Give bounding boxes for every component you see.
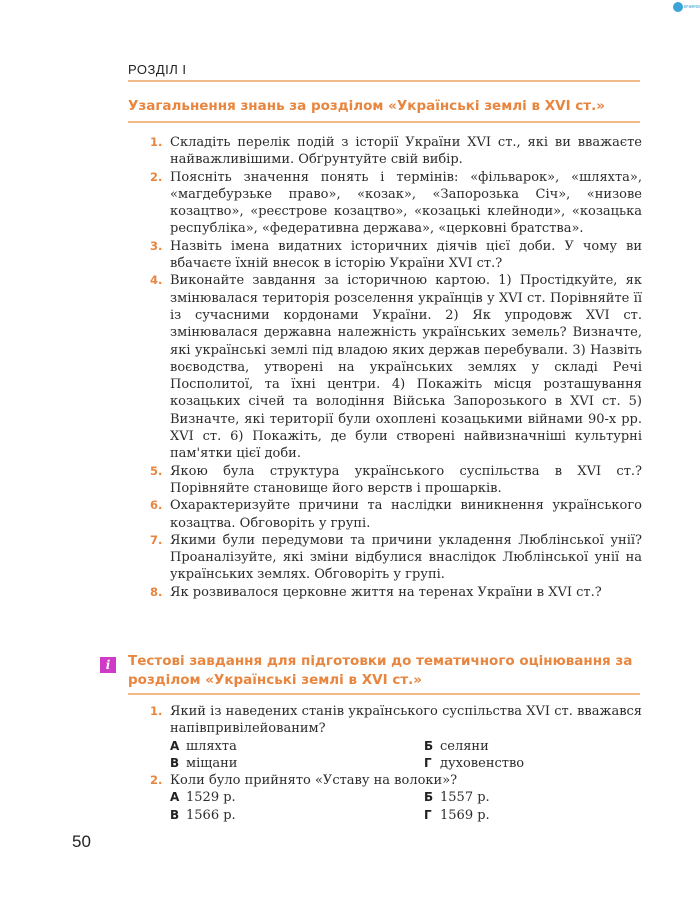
answer-option: А шляхта (170, 738, 237, 754)
info-icon: i (100, 657, 116, 673)
task-item: 3. Назвіть імена видатних історичних діячів цієї доби. У чому ви вбачаєте їхній внесок в історію України XVI ст.? (150, 238, 642, 272)
page-number: 50 (72, 832, 91, 851)
question-item: 2. Коли було прийнято «Уставу на волоки»? (150, 773, 458, 789)
answer-option: Г духовенство (424, 755, 525, 771)
section-divider (128, 80, 640, 82)
task-item: 4. Виконайте завдання за історичною картою. 1) Простідкуйте, як змінювалася територія розселення українців у XVI ст. Порівняйте її із сучасними кордонами України. 2) Як упродовж XVI ст. змінювалася державна належність українських земель? Визначте, які українські землі під владою яких держав перебували. 3) Назвіть воєводства, утворені на українських землях у складі Речі Посполитої, та їхні центри. 4) Покажіть місця розташування козацьких січей та володіння Війська Запорозького в XVI ст. 5) Визначте, які території були охоплені козацькими війнами 90-х рр. XVI ст. 6) Покажіть, де були створені найвизначніші культурні пам'ятки цієї доби. (150, 273, 642, 462)
answer-option: В міщани (170, 755, 238, 771)
answer-options (150, 789, 642, 824)
tests-heading: Тестові завдання для підготовки до тематичного оцінювання за розділом «Українські землі в XVI ст.» (128, 653, 633, 688)
answer-option: А 1529 р. (170, 790, 236, 806)
answer-option: В 1566 р. (170, 807, 236, 823)
section-label: РОЗДІЛ I (128, 62, 187, 77)
question-item: 1. Який із наведених станів українського суспільства XVI ст. вважався напівпривілейованим? (150, 704, 642, 737)
task-item: 6. Охарактеризуйте причини та наслідки виникнення українського козацтва. Обговоріть у групі. (150, 498, 642, 531)
publisher-logo-icon (673, 2, 683, 12)
task-item: 1. Складіть перелік подій з історії України XVI ст., які ви вважаєте найважливішими. Обґрунтуйте свій вибір. (150, 135, 642, 168)
task-item: 2. Поясніть значення понять і термінів: «фільварок», «шляхта», «магдебурзьке право», «козак», «Запорозька Січ», «низове козацтво», «реєстрове козацтво», «козацькі клейноди», «козацька республіка», «федеративна держава», «церковні братства». (150, 169, 642, 237)
tests-heading-underline (128, 693, 640, 695)
summary-heading: Узагальнення знань за розділом «Українські землі в XVI ст.» (128, 98, 605, 114)
answer-options (150, 738, 642, 773)
answer-option: Б 1557 р. (424, 790, 490, 806)
task-item: 5. Якою була структура українського суспільства в XVI ст.? Порівняйте становище його верств і прошарків. (150, 463, 642, 496)
publisher-logo-text: вчимо (684, 4, 700, 10)
answer-option: Г 1569 р. (424, 807, 490, 823)
summary-heading-underline (128, 121, 640, 123)
answer-option: Б селяни (424, 738, 489, 754)
summary-task-list (150, 134, 642, 601)
task-item: 8. Як розвивалося церковне життя на теренах України в XVI ст.? (150, 584, 602, 600)
task-item: 7. Якими були передумови та причини укладення Люблінської унії? Проаналізуйте, які зміни відбулися внаслідок Люблінської унії на українських землях. Обговоріть у групі. (150, 532, 642, 583)
test-question-list (150, 703, 642, 824)
